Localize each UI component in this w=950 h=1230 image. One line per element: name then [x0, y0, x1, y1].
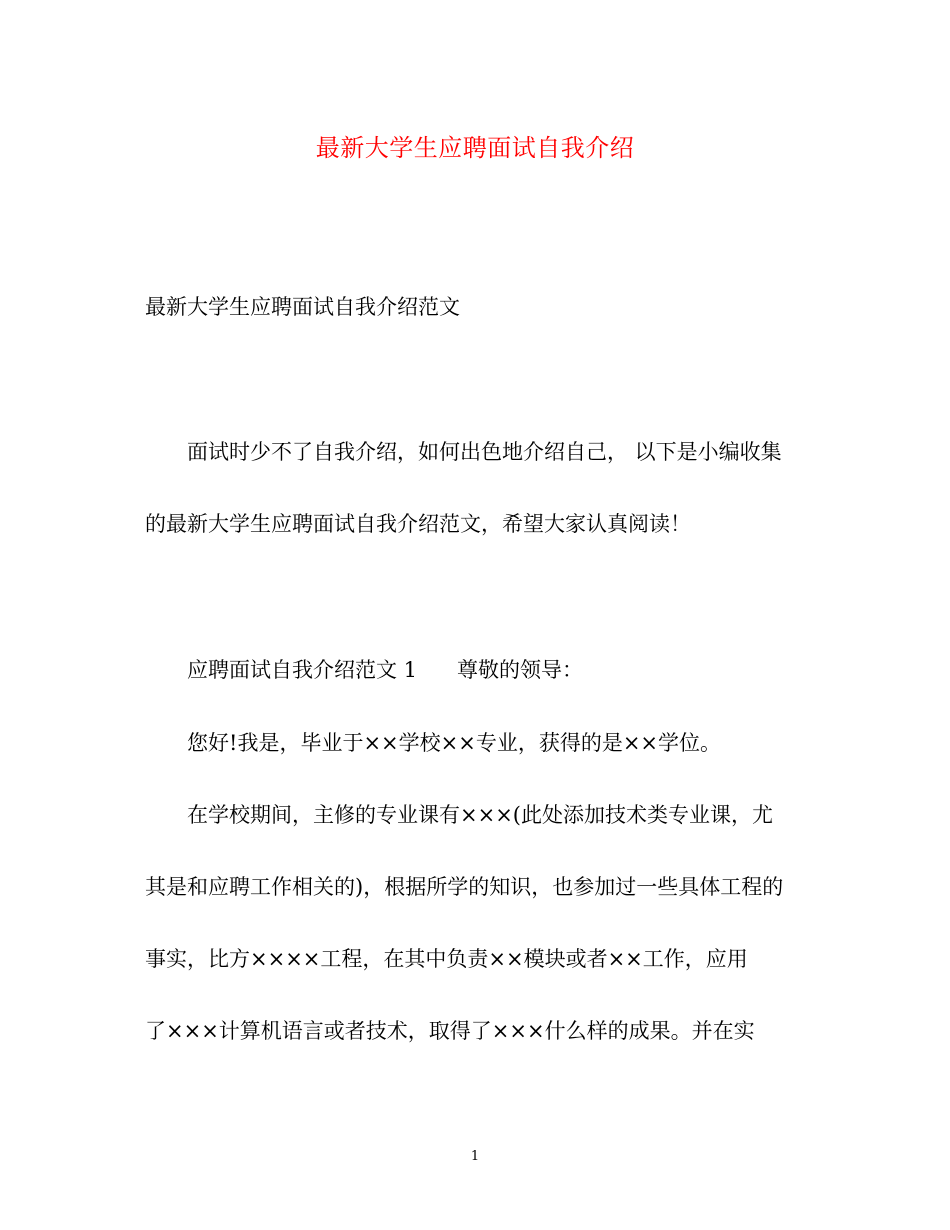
intro-line-2: 的最新大学生应聘面试自我介绍范文，希望大家认真阅读！ — [145, 512, 691, 536]
page-number: 1 — [470, 1149, 480, 1164]
salutation: 尊敬的领导： — [457, 658, 584, 682]
body-line-2: 其是和应聘工作相关的)，根据所学的知识，也参加过一些具体工程的 — [145, 875, 784, 899]
body-line-1: 在学校期间，主修的专业课有×××(此处添加技术类专业课，尤 — [187, 803, 773, 827]
sample-heading: 应聘面试自我介绍范文 1 — [187, 658, 418, 682]
intro-line-1: 面试时少不了自我介绍，如何出色地介绍自己， 以下是小编收集 — [187, 440, 782, 464]
document-title: 最新大学生应聘面试自我介绍 — [315, 134, 635, 162]
greeting-line: 您好!我是，毕业于××学校××专业，获得的是××学位。 — [187, 731, 722, 755]
document-subtitle: 最新大学生应聘面试自我介绍范文 — [145, 295, 460, 319]
sample-heading-line — [187, 655, 583, 685]
body-line-4: 了×××计算机语言或者技术，取得了×××什么样的成果。并在实 — [145, 1019, 755, 1043]
body-line-3: 事实，比方××××工程，在其中负责××模块或者××工作，应用 — [145, 947, 748, 971]
